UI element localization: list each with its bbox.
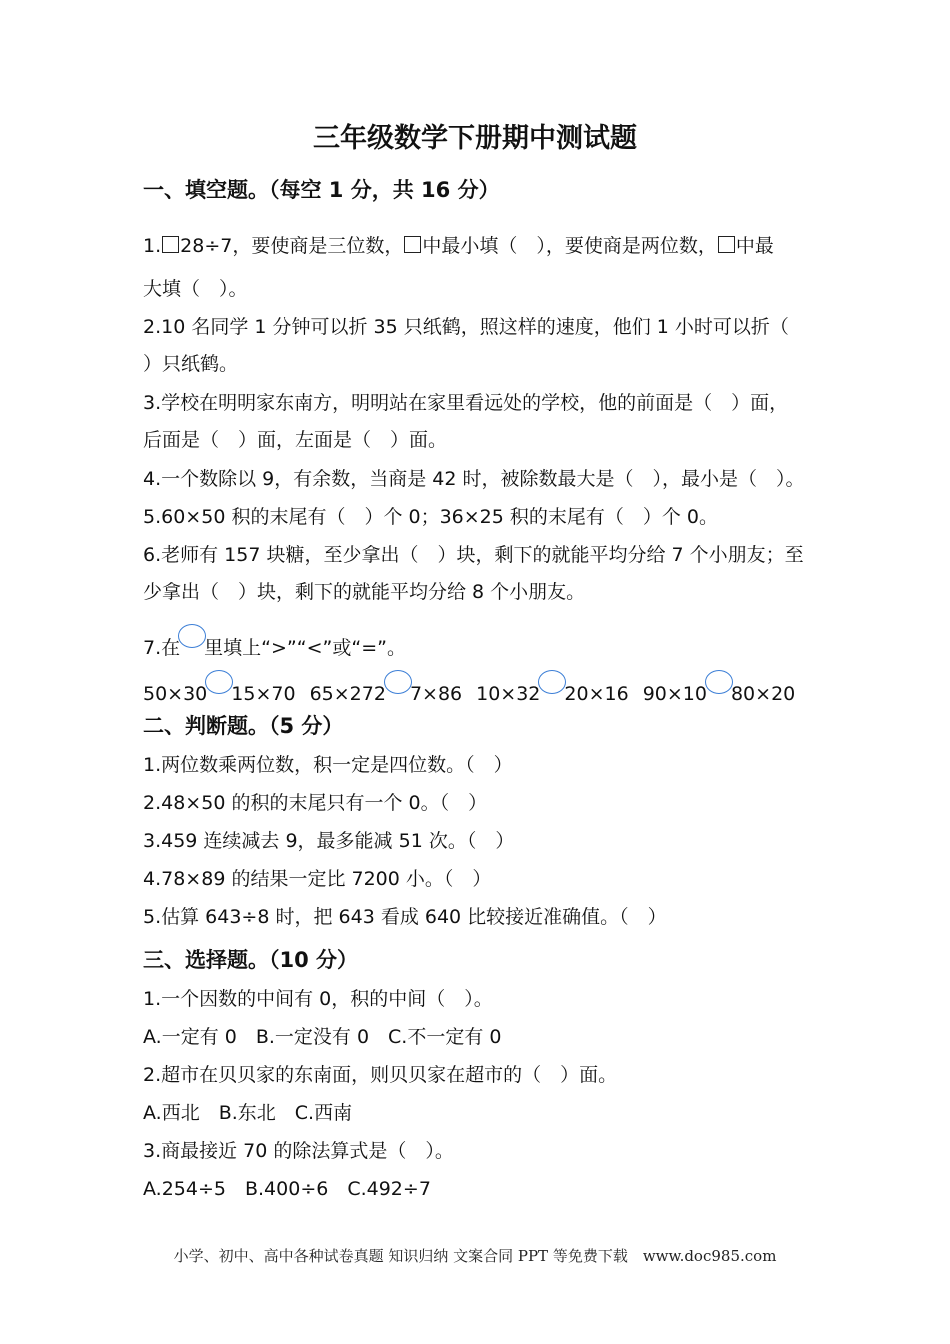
question-3-line-2: 后面是（ ）面，左面是（ ）面。	[143, 429, 448, 451]
choice-question: 3.商最接近 70 的除法算式是（ ）。	[143, 1140, 454, 1162]
expr-left: 50×30	[143, 683, 208, 705]
compare-circle	[705, 670, 733, 694]
expr-right: 7×86	[409, 683, 463, 705]
q1-number: 1.	[143, 235, 162, 257]
choice-options: A.一定有 0 B.一定没有 0 C.不一定有 0	[143, 1026, 502, 1048]
question-2-line-2: ）只纸鹤。	[143, 353, 239, 375]
q1-text-c: 中最	[735, 235, 774, 257]
question-6-line-1: 6.老师有 157 块糖，至少拿出（ ）块，剩下的就能平均分给 7 个小朋友；至	[143, 544, 804, 566]
q1-text-b: 中最小填（ ），要使商是两位数，	[422, 235, 717, 257]
choice-options: A.西北 B.东北 C.西南	[143, 1102, 353, 1124]
question-1-line-2: 大填（ ）。	[143, 278, 248, 300]
compare-circle	[178, 624, 206, 648]
expr-left: 65×272	[309, 683, 386, 705]
question-1-line-1	[143, 233, 774, 259]
tf-item: 2.48×50 的积的末尾只有一个 0。（ ）	[143, 792, 488, 814]
tf-item: 1.两位数乘两位数，积一定是四位数。（ ）	[143, 754, 513, 776]
q7-text-b: 里填上“>”“<”或“=”。	[204, 637, 406, 659]
expr-right: 15×70	[231, 683, 296, 705]
page-title: 三年级数学下册期中测试题	[313, 123, 637, 154]
tf-item: 4.78×89 的结果一定比 7200 小。（ ）	[143, 868, 492, 890]
question-2-line-1: 2.10 名同学 1 分钟可以折 35 只纸鹤，照这样的速度，他们 1 小时可以折（	[143, 316, 789, 338]
expr-right: 80×20	[730, 683, 796, 705]
question-7-expressions	[143, 670, 795, 707]
section-choice-heading: 三、选择题。（10 分）	[143, 948, 359, 972]
tf-item: 5.估算 643÷8 时，把 643 看成 640 比较接近准确值。（ ）	[143, 906, 667, 928]
q1-text-a: 28÷7，要使商是三位数，	[180, 235, 404, 257]
choice-options: A.254÷5 B.400÷6 C.492÷7	[143, 1178, 431, 1200]
choice-question: 1.一个因数的中间有 0，积的中间（ ）。	[143, 988, 493, 1010]
compare-circle	[384, 670, 412, 694]
question-7-line-1	[143, 624, 406, 661]
question-3-line-1: 3.学校在明明家东南方，明明站在家里看远处的学校，他的前面是（ ）面，	[143, 392, 789, 414]
question-6-line-2: 少拿出（ ）块，剩下的就能平均分给 8 个小朋友。	[143, 581, 586, 603]
question-4-line-1: 4.一个数除以 9，有余数，当商是 42 时，被除数最大是（ ），最小是（ ）。	[143, 468, 805, 490]
answer-box	[162, 236, 179, 253]
answer-box	[718, 236, 735, 253]
expr-left: 90×10	[642, 683, 707, 705]
choice-question: 2.超市在贝贝家的东南面，则贝贝家在超市的（ ）面。	[143, 1064, 618, 1086]
expr-right: 20×16	[564, 683, 629, 705]
compare-circle	[205, 670, 233, 694]
section-fill-blank-heading: 一、填空题。（每空 1 分，共 16 分）	[143, 178, 500, 202]
answer-box	[404, 236, 421, 253]
q7-text-a: 7.在	[143, 637, 181, 659]
tf-item: 3.459 连续减去 9，最多能减 51 次。（ ）	[143, 830, 515, 852]
section-true-false-heading: 二、判断题。（5 分）	[143, 714, 344, 738]
expr-left: 10×32	[476, 683, 541, 705]
page-footer: 小学、初中、高中各种试卷真题 知识归纳 文案合同 PPT 等免费下载 www.doc985.com	[173, 1247, 777, 1265]
question-5-line-1: 5.60×50 积的末尾有（ ）个 0；36×25 积的末尾有（ ）个 0。	[143, 506, 719, 528]
compare-circle	[538, 670, 566, 694]
